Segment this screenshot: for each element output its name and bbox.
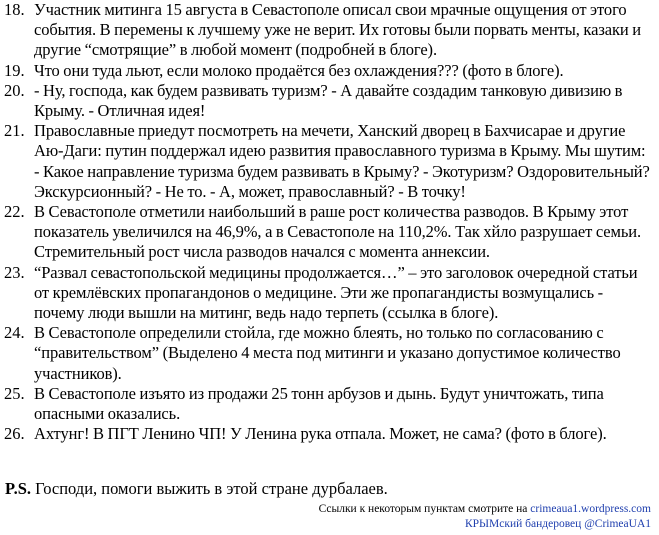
item-number: 23. <box>4 262 25 282</box>
item-number: 24. <box>4 323 25 343</box>
blog-link[interactable]: crimeaua1.wordpress.com <box>530 503 651 515</box>
item-text: - Ну, господа, как будем развивать туризм? - А давайте создадим танковую дивизию в Крыму. - Отличная идея! <box>34 80 623 121</box>
item-number: 19. <box>4 60 25 80</box>
list-item <box>0 121 659 202</box>
list-item <box>0 424 659 444</box>
postscript <box>5 479 388 499</box>
links-note <box>319 502 651 516</box>
signature: КРЫМский бандеровец @CrimeaUA1 <box>464 518 651 530</box>
list-item <box>0 61 659 81</box>
item-text: В Севастополе определили стойла, где можно блеять, но только по согласованию с “правительством” (Выделено 4 места под митинги и указано допустимое количество участников). <box>34 323 621 383</box>
item-text: Ахтунг! В ПГТ Ленино ЧП! У Ленина рука отпала. Может, не сама? (фото в блоге). <box>34 424 607 444</box>
item-number: 21. <box>4 121 25 141</box>
postscript-label: P.S. <box>5 479 31 498</box>
item-number: 25. <box>4 383 25 403</box>
item-text: Что они туда льют, если молоко продаётся без охлаждения??? (фото в блоге). <box>34 60 564 80</box>
item-number: 20. <box>4 80 25 100</box>
list-item <box>0 202 659 263</box>
item-text: “Развал севастопольской медицины продолжается…” – это заголовок очередной статьи от кремлёвских пропагандонов о медицине. Эти же пропагандисты возмущались - почему люди вышли на митинг, ведь надо терпеть (ссылка в блоге). <box>34 262 638 323</box>
list-item <box>0 0 659 61</box>
item-text: В Севастополе отметили наибольший в раше рост количества разводов. В Крыму этот показатель увеличился на 46,9%, а в Севастополе на 110,2%. Так хйло разрушает семьи. Стремительный рост числа разводов начался с момента аннексии. <box>34 202 642 262</box>
list-item <box>0 263 659 324</box>
item-number: 18. <box>4 0 25 19</box>
list-item <box>0 384 659 424</box>
item-text: В Севастополе изъято из продажи 25 тонн арбузов и дынь. Будут уничтожать, типа опасными оказались. <box>34 383 604 424</box>
item-text: Участник митинга 15 августа в Севастополе описал свои мрачные ощущения от этого события. В перемены к лучшему уже не верит. Их готовы были порвать менты, казаки и другие “смотрящие” в любой момент (подробней в блоге). <box>34 0 641 60</box>
item-number: 22. <box>4 202 25 222</box>
list-item <box>0 81 659 121</box>
item-text: Православные приедут посмотреть на мечети, Ханский дворец в Бахчисарае и другие Аю-Даги: путин поддержал идею развития православного туризма в Крыму. Мы шутим: - Какое направление туризма будем развивать в Крыму? - Экотуризм? Оздоровительный? Экскурсионный? - Не то. - А, может, православный? - В точку! <box>34 121 650 201</box>
links-note-text: Ссылки к некоторым пунктам смотрите на <box>318 503 531 515</box>
list-item <box>0 323 659 384</box>
item-number: 26. <box>4 424 25 444</box>
postscript-text: Господи, помоги выжить в этой стране дурбалаев. <box>31 479 388 498</box>
